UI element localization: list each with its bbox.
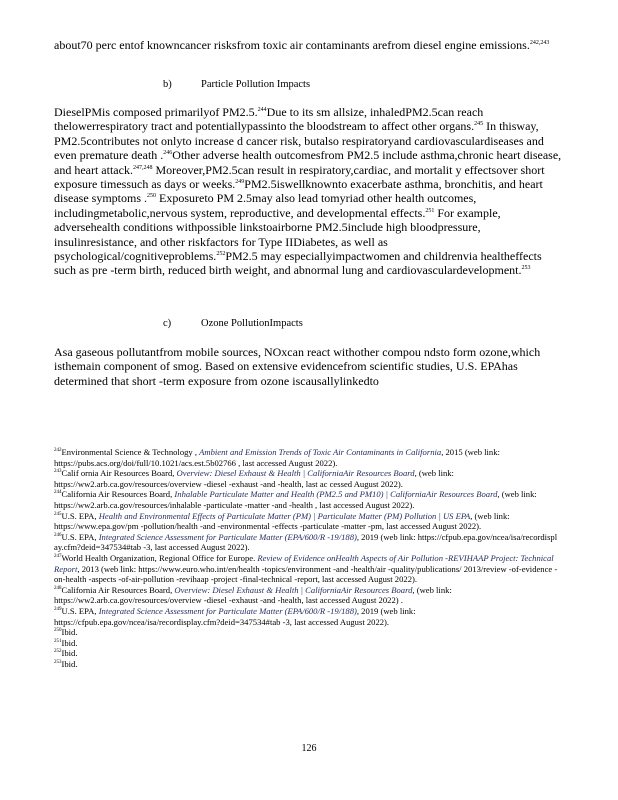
footnote: $^{251}$Ibid. bbox=[54, 637, 78, 648]
section-heading-particle bbox=[163, 79, 310, 90]
footnote-ref: 246 bbox=[163, 150, 173, 157]
footnote-ref: 253 bbox=[521, 265, 531, 272]
page-number: 126 bbox=[301, 743, 317, 754]
footnote: $^{243}$Calif ornia Air Resources Board, Overview: Diesel Exhaust & Health | CaliforniaAir Resources Board, (web link: https://ww2.arb.ca.gov/resources/overview -diesel -exhaust -and -health, last ac cessed August 2022). bbox=[54, 468, 454, 489]
ozone-paragraph: Asa gaseous pollutantfrom mobile sources, NOxcan react withother compou ndsto form ozone,which isthemain component of smog. Based on extensive evidencefrom scientific studies, U.S. EPAhas determined that short -term exposure from ozone iscausallylinkedto bbox=[54, 345, 541, 388]
footnote-ref: 252 bbox=[216, 251, 226, 258]
footnote-ref: 249 bbox=[235, 179, 245, 186]
particle-paragraph: DieselPMis composed primarilyof PM2.5.$^{244}$Due to its sm allsize, inhaledPM2.5can reach thelowerrespiratory tract and potentiallypassinto the bloodstream to affect other organs.$^{245}$ In thisway, PM2.5contributes not onlyto increase d cancer risk, butalso respiratoryand cardiovasculardiseases and even premature death .$^{246}$Other adverse health outcomesfrom PM2.5 include asthma,chronic heart disease, and heart attack.$^{247,248}$ Moreover,PM2.5can result in respiratory,cardiac, and mortalit y effectsover short exposure timessuch as days or weeks.$^{249}$PM2.5iswellknownto exacerbate asthma, bronchitis, and heart disease symptoms .$^{250}$ Exposureto PM 2.5may also lead tomyriad other health outcomes, includingmetabolic,nervous system, reproductive, and developmental effects.$^{251}$ For example, adversehealth conditions withpossible linkstoairborne PM2.5include high bloodpressure, insulinresistance, and other riskfactors for Type IIDiabetes, as well as psychological/cognitiveproblems.$^{252}$PM2.5 may especiallyimpactwomen and childrenvia healtheffects such as pre -term birth, reduced birth weight, and abnormal lung and cardiovasculardevelopment.$^{253}$ bbox=[54, 105, 562, 278]
footnote-ref: 242,243 bbox=[529, 40, 550, 46]
footnote-ref: 250 bbox=[147, 193, 156, 200]
footnotes bbox=[54, 447, 564, 669]
footnote: $^{246}$U.S. EPA, Integrated Science Assessment for Particulate Matter (EPA/600/R -19/188), 2019 (web link: https://cfpub.epa.gov/ncea/isa/recordispl ay.cfm?deid=347534#tab -3, last accessed August 2022). bbox=[54, 531, 558, 553]
footnote-ref: 244 bbox=[257, 107, 267, 113]
intro-paragraph: about70 perc entof knowncancer risksfrom toxic air contaminants arefrom diesel engine emissions.$^{242,243}$ bbox=[54, 38, 550, 52]
footnote: $^{244}$California Air Resources Board, Inhalable Particulate Matter and Health (PM2.5 and PM10) | CaliforniaAir Resources Board, (web link: https://ww2.arb.ca.gov/resources/inhalable -particulate -matter -and -health , last accessed August 2022). bbox=[54, 489, 537, 510]
section-title: Particle Pollution Impacts bbox=[201, 79, 311, 90]
footnote-ref: 251 bbox=[425, 207, 435, 214]
footnote-ref: 247,248 bbox=[132, 164, 153, 171]
footnote-ref: 245 bbox=[474, 121, 484, 128]
footnote: $^{247}$World Health Organization, Regional Office for Europe. Review of Evidence onHealth Aspects of Air Pollution -REVIHAAP Project: Technical Report, 2013 (web link: https://www.euro.who.int/en/health -topics/environment -and -health/air -quality/publications/ 2013/review -of-evidence -on-health -aspects -of-air-pollution -revihaap -project -final-technical -report, last accessed August 2022). bbox=[54, 552, 558, 585]
section-heading-ozone bbox=[163, 318, 303, 329]
section-title: Ozone PollutionImpacts bbox=[201, 318, 303, 329]
footnote: $^{250}$Ibid. bbox=[54, 627, 78, 638]
footnote: $^{253}$Ibid. bbox=[54, 658, 78, 669]
footnote: $^{248}$California Air Resources Board, Overview: Diesel Exhaust & Health | CaliforniaAir Resources Board, (web link: https://ww2.arb.ca.gov/resources/overview -diesel -exhaust -and -health, last accessed August 2022) . bbox=[54, 584, 452, 606]
section-label: c) bbox=[163, 318, 172, 329]
section-label: b) bbox=[163, 79, 172, 90]
footnote: $^{245}$U.S. EPA, Health and Environmental Effects of Particulate Matter (PM) | Particulate Matter (PM) Pollution | US EPA, (web link: https://www.epa.gov/pm -pollution/health -and -environmental -effects -particulate -matter -pm, last accessed August 2022). bbox=[54, 510, 510, 532]
footnote: $^{252}$Ibid. bbox=[54, 648, 78, 659]
footnote: $^{242}$Environmental Science & Technology , Ambient and Emission Trends of Toxic Air Contaminants in California, 2015 (web link: https://pubs.acs.org/doi/full/10.1021/acs.est.5b02766 , last accessed August 2022). bbox=[54, 447, 500, 468]
footnote: $^{249}$U.S. EPA, Integrated Science Assessment for Particulate Matter (EPA/600/R -19/188), 2019 (web link: https://cfpub.epa.gov/ncea/isa/recordisplay.cfm?deid=347534#tab -3, last accessed August 2022). bbox=[54, 605, 416, 627]
